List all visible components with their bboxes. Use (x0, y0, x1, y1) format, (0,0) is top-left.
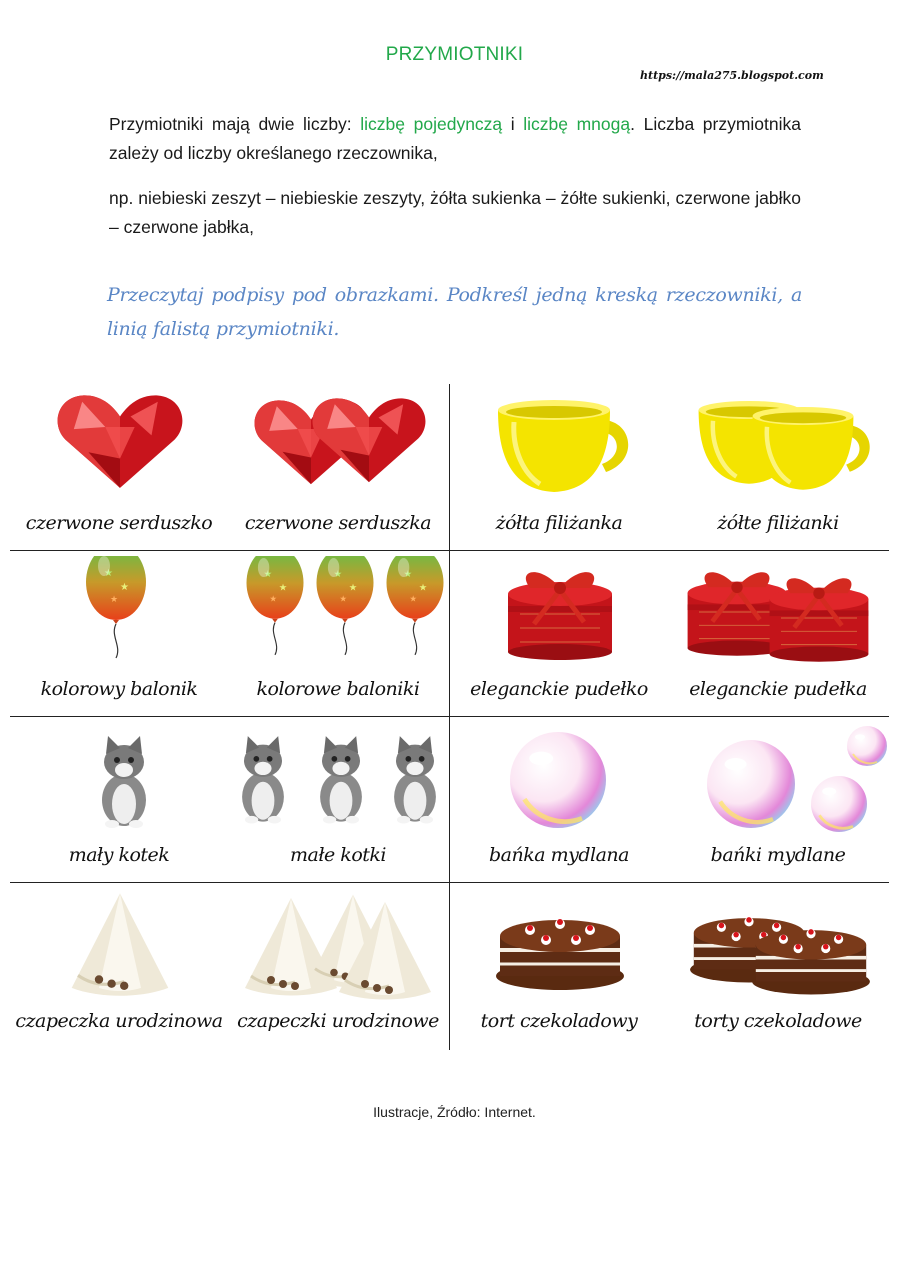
picture-cell (10, 882, 228, 1048)
picture-cell (669, 550, 887, 716)
cake-icon (669, 888, 887, 1006)
intro-text: i (502, 114, 524, 134)
gift-box-icon (450, 556, 668, 674)
svg-text:★: ★ (418, 582, 428, 594)
singular-term: liczbę pojedynczą (360, 114, 503, 134)
cake-icon (450, 888, 668, 1006)
cup-icon (450, 390, 668, 508)
svg-text:★: ★ (110, 594, 119, 604)
svg-text:★: ★ (403, 569, 413, 580)
balloon-icon (10, 556, 228, 674)
page-title: PRZYMIOTNIKI (385, 44, 524, 65)
picture-caption: żółte filiżanki (717, 512, 839, 534)
svg-text:★: ★ (120, 582, 129, 593)
intro-paragraph-1 (109, 110, 801, 168)
picture-caption: czerwone serduszko (25, 512, 213, 534)
svg-text:★: ★ (333, 569, 343, 580)
picture-cell (450, 882, 668, 1048)
gift-box-icon (669, 556, 887, 674)
kitten-icon (229, 722, 447, 840)
picture-caption: bańki mydlane (710, 844, 846, 866)
picture-cell (10, 384, 228, 550)
plural-term: liczbę mnogą (523, 114, 631, 134)
picture-cell (229, 384, 447, 550)
picture-cell (669, 882, 887, 1048)
picture-caption: mały kotek (68, 844, 170, 866)
source-url: https://mala275.blogspot.com (640, 69, 824, 82)
picture-caption: czapeczka urodzinowa (15, 1010, 223, 1032)
picture-grid (10, 384, 889, 1050)
party-hat-icon (229, 888, 447, 1006)
svg-text:★: ★ (409, 593, 417, 604)
picture-caption: żółta filiżanka (495, 512, 623, 534)
heart-icon (229, 390, 447, 508)
party-hat-icon (10, 888, 228, 1006)
intro-paragraph-2: np. niebieski zeszyt – niebieskie zeszyty, żółta sukienka – żółte sukienki, czerwone jabłko – czerwone jabłka, (109, 188, 801, 237)
picture-cell (229, 550, 447, 716)
picture-caption: małe kotki (290, 844, 386, 866)
exercise-instruction: Przeczytaj podpisy pod obrazkami. Podkreśl jedną kreską rzeczowniki, a linią falistą przymiotniki. (107, 284, 802, 340)
picture-cell (229, 882, 447, 1048)
picture-cell (10, 716, 228, 882)
picture-cell (229, 716, 447, 882)
svg-text:★: ★ (348, 582, 358, 594)
picture-cell (10, 550, 228, 716)
picture-caption: bańka mydlana (489, 844, 629, 866)
svg-text:★: ★ (278, 582, 288, 594)
picture-caption: kolorowe baloniki (256, 678, 420, 700)
picture-caption: kolorowy balonik (40, 678, 198, 700)
svg-text:★: ★ (263, 569, 273, 580)
bubble-icon (669, 722, 887, 840)
kitten-icon (10, 722, 228, 840)
picture-caption: eleganckie pudełka (689, 678, 867, 700)
intro-text: Przymiotniki mają dwie liczby: (109, 114, 361, 134)
picture-caption: czapeczki urodzinowe (237, 1010, 439, 1032)
picture-cell (669, 716, 887, 882)
picture-cell (669, 384, 887, 550)
picture-caption: eleganckie pudełko (470, 678, 648, 700)
svg-text:★: ★ (269, 593, 277, 604)
heart-icon (10, 390, 228, 508)
picture-caption: czerwone serduszka (244, 512, 432, 534)
picture-cell (450, 384, 668, 550)
picture-cell (450, 716, 668, 882)
intro-text: . Liczba przymiotnika zależy od liczby określanego rzeczownika, (109, 114, 801, 163)
cup-icon (669, 390, 887, 508)
footer-credit: Ilustracje, Źródło: Internet. (373, 1104, 536, 1120)
svg-text:★: ★ (104, 568, 113, 579)
svg-text:★: ★ (339, 593, 347, 604)
picture-caption: tort czekoladowy (480, 1010, 638, 1032)
picture-cell (450, 550, 668, 716)
bubble-icon (450, 722, 668, 840)
balloon-icon (229, 556, 447, 674)
picture-caption: torty czekoladowe (694, 1010, 862, 1032)
